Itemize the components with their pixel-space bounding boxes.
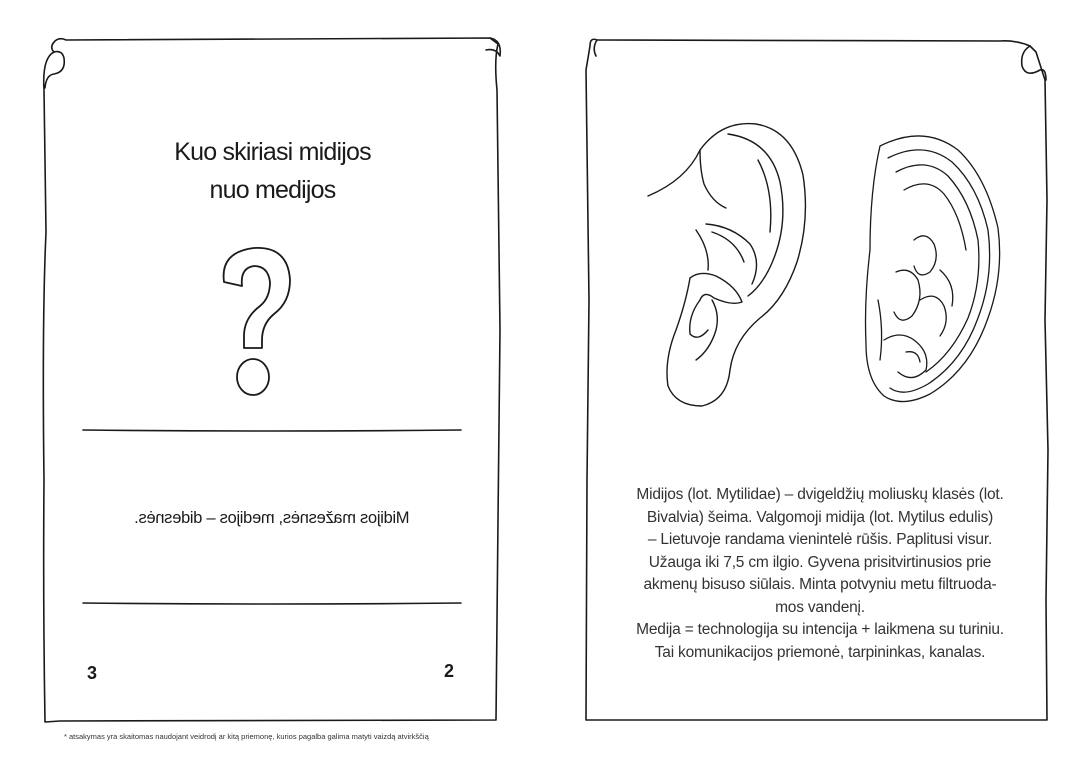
answer-top-line xyxy=(83,430,461,431)
ear-illustration xyxy=(648,124,805,406)
description-line: Midijos (lot. Mytilidae) – dvigeldžių moliuskų klasės (lot. xyxy=(636,486,1004,503)
right-page-curl xyxy=(1022,46,1046,80)
description-line: akmenų bisuso siūlais. Minta potvyniu metu filtruoda- xyxy=(643,576,997,593)
answer-bottom-line xyxy=(83,603,461,604)
question-mark-icon xyxy=(214,244,294,400)
mussel-illustration xyxy=(866,136,1000,402)
title-line-1: Kuo skiriasi midijos xyxy=(174,138,371,166)
mirrored-answer: Midijos mažesnės, medijos – didesnės. xyxy=(134,509,410,527)
page-number-right: 2 xyxy=(444,661,455,681)
description-line: Užauga iki 7,5 cm ilgio. Gyvena prisitvirtinusios prie xyxy=(648,553,992,571)
page-title xyxy=(120,133,425,209)
description-text xyxy=(615,484,1025,664)
description-line: – Lietuvoje randama vienintelė rūšis. Paplitusi visur. xyxy=(647,531,993,548)
description-line: Medija = technologija su intencija + laikmena su turiniu. xyxy=(636,621,1004,638)
description-line: Bivalvia) šeima. Valgomoji midija (lot. Mytilus edulis) xyxy=(646,508,994,526)
description-line: mos vandenį. xyxy=(775,598,865,616)
footnote: * atsakymas yra skaitomas naudojant veidrodį ar kitą priemonę, kurios pagalba galima matyti vaizdą atvirkščią xyxy=(64,732,429,741)
page-number-left: 3 xyxy=(87,663,98,683)
title-line-2: nuo medijos xyxy=(209,176,336,204)
description-line: Tai komunikacijos priemonė, tarpininkas, kanalas. xyxy=(654,643,986,661)
